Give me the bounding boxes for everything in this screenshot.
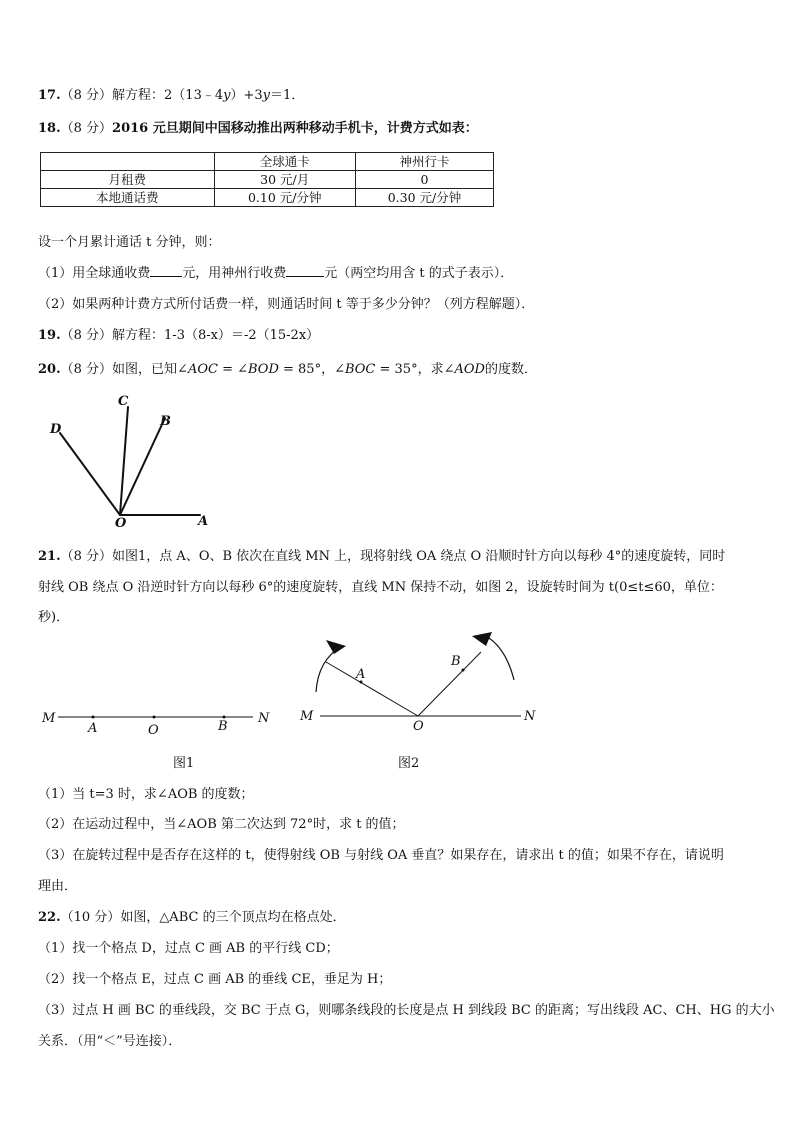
q21-line2: 射线 OB 绕点 O 沿逆时针方向以每秒 6°的速度旋转，直线 MN 保持不动，如图 2，设旋转时间为 t(0≤t≤60，单位： — [38, 580, 723, 595]
question-text: （1）用全球通收费 — [38, 266, 151, 281]
question-text: 解方程：1-3（8-x）＝-2（15-2x） — [112, 328, 320, 343]
q22-part1: （1）找一个格点 D，过点 C 画 AB 的平行线 CD； — [38, 941, 339, 956]
q22-part3-line1: （3）过点 H 画 BC 的垂线段，交 BC 于点 G，则哪条线段的长度是点 H 到线段 BC 的距离；写出线段 AC、CH、HG 的大小 — [38, 1003, 775, 1018]
figure-1 — [38, 700, 278, 745]
question-text: = 35°，求∠ — [375, 362, 455, 377]
question-text: ）+3 — [230, 88, 263, 103]
label-b: B — [451, 654, 461, 669]
table-cell: 0.10 元/分钟 — [214, 189, 355, 207]
table-cell: 神州行卡 — [355, 153, 493, 171]
label-o: O — [148, 723, 159, 738]
label-m: M — [300, 709, 314, 724]
table-cell: 本地通话费 — [41, 189, 215, 207]
label-a: A — [88, 721, 98, 736]
question-text: 元，用神州行收费 — [182, 266, 287, 281]
question-number: 21. — [38, 549, 61, 564]
question-21 — [38, 545, 725, 564]
label-a: A — [198, 514, 209, 529]
q21-part3-line1: （3）在旋转过程中是否存在这样的 t，使得射线 OB 与射线 OA 垂直？如果存在，请求出 t 的值；如果不存在，请说明 — [38, 848, 724, 863]
question-text: 如图1，点 A、O、B 依次在直线 MN 上，现将射线 OA 绕点 O 沿顺时针方向以每秒 4°的速度旋转，同时 — [112, 549, 726, 564]
q22-part3-line2: 关系．（用“＜”号连接）． — [38, 1034, 182, 1049]
point-b — [462, 669, 465, 672]
label-a: A — [356, 667, 366, 682]
q21-line3: 秒)． — [38, 610, 70, 625]
question-19 — [38, 324, 319, 343]
figure-2-caption: 图2 — [398, 756, 420, 771]
question-score: （8 分） — [60, 549, 113, 564]
figure-2 — [296, 630, 546, 735]
question-number: 19. — [38, 328, 61, 343]
variable: y — [262, 88, 271, 103]
arrow-head-left — [326, 640, 346, 654]
table-cell: 0 — [355, 171, 493, 189]
table-cell: 30 元/月 — [214, 171, 355, 189]
angle-name: BOD — [248, 362, 279, 377]
label-b: B — [218, 719, 228, 734]
question-text: 解方程：2（13﹣4 — [112, 88, 224, 103]
fee-table — [40, 152, 494, 207]
q21-part2: （2）在运动过程中，当∠AOB 第二次达到 72°时，求 t 的值； — [38, 817, 405, 832]
question-score: （8 分） — [60, 121, 113, 136]
question-text: 如图，已知∠ — [112, 362, 188, 377]
question-text: = ∠ — [217, 362, 248, 377]
q18-part2: （2）如果两种计费方式所付话费一样，则通话时间 t 等于多少分钟？（列方程解题）． — [38, 297, 535, 312]
label-m: M — [42, 711, 56, 726]
variable: y — [223, 88, 231, 103]
question-number: 20. — [38, 362, 61, 377]
angle-name: BOC — [344, 362, 376, 377]
point-a — [92, 716, 95, 719]
question-22 — [38, 906, 346, 925]
table-cell: 0.30 元/分钟 — [355, 189, 493, 207]
label-n: N — [258, 711, 270, 726]
ray-ob — [418, 652, 481, 716]
label-o: O — [115, 516, 127, 531]
question-score: （10 分） — [60, 910, 121, 925]
angle-figure — [40, 385, 220, 530]
question-17 — [38, 84, 304, 103]
answer-blank[interactable] — [286, 264, 324, 277]
question-text: ＝1． — [270, 88, 305, 103]
ray-od — [60, 433, 120, 515]
table-row — [41, 171, 494, 189]
q21-part3-line2: 理由． — [38, 879, 78, 894]
question-score: （8 分） — [60, 88, 113, 103]
q18-intro: 设一个月累计通话 t 分钟，则： — [38, 235, 221, 250]
q21-part1: （1）当 t=3 时，求∠AOB 的度数； — [38, 787, 254, 802]
question-number: 17. — [38, 88, 61, 103]
angle-name: AOD — [454, 362, 485, 377]
question-text: = 85°，∠ — [278, 362, 345, 377]
question-score: （8 分） — [60, 362, 113, 377]
question-text: 2016 元旦期间中国移动推出两种移动手机卡，计费方式如表： — [112, 121, 478, 136]
question-number: 18. — [38, 121, 61, 136]
question-text: 的度数． — [484, 362, 537, 377]
table-cell: 月租费 — [41, 171, 215, 189]
question-number: 22. — [38, 910, 61, 925]
q18-part1 — [38, 262, 513, 281]
label-c: C — [118, 394, 129, 409]
answer-blank[interactable] — [150, 264, 182, 277]
table-cell: 全球通卡 — [214, 153, 355, 171]
label-n: N — [524, 709, 536, 724]
label-b: B — [160, 414, 171, 429]
question-text: 如图，△ABC 的三个顶点均在格点处． — [120, 910, 346, 925]
ray-oa — [326, 662, 418, 716]
arrow-head-right — [472, 632, 492, 646]
question-text: 元（两空均用含 t 的式子表示）． — [324, 266, 514, 281]
question-20 — [38, 358, 537, 377]
angle-name: AOC — [187, 362, 218, 377]
table-header-row — [41, 153, 494, 171]
label-d: D — [50, 422, 62, 437]
question-18 — [38, 117, 478, 136]
question-score: （8 分） — [60, 328, 113, 343]
rotation-arc-right — [486, 636, 514, 680]
q22-part2: （2）找一个格点 E，过点 C 画 AB 的垂线 CE，垂足为 H； — [38, 972, 392, 987]
point-o — [153, 716, 156, 719]
table-row — [41, 189, 494, 207]
label-o: O — [413, 719, 424, 734]
table-cell — [41, 153, 215, 171]
figure-1-caption: 图1 — [173, 756, 195, 771]
